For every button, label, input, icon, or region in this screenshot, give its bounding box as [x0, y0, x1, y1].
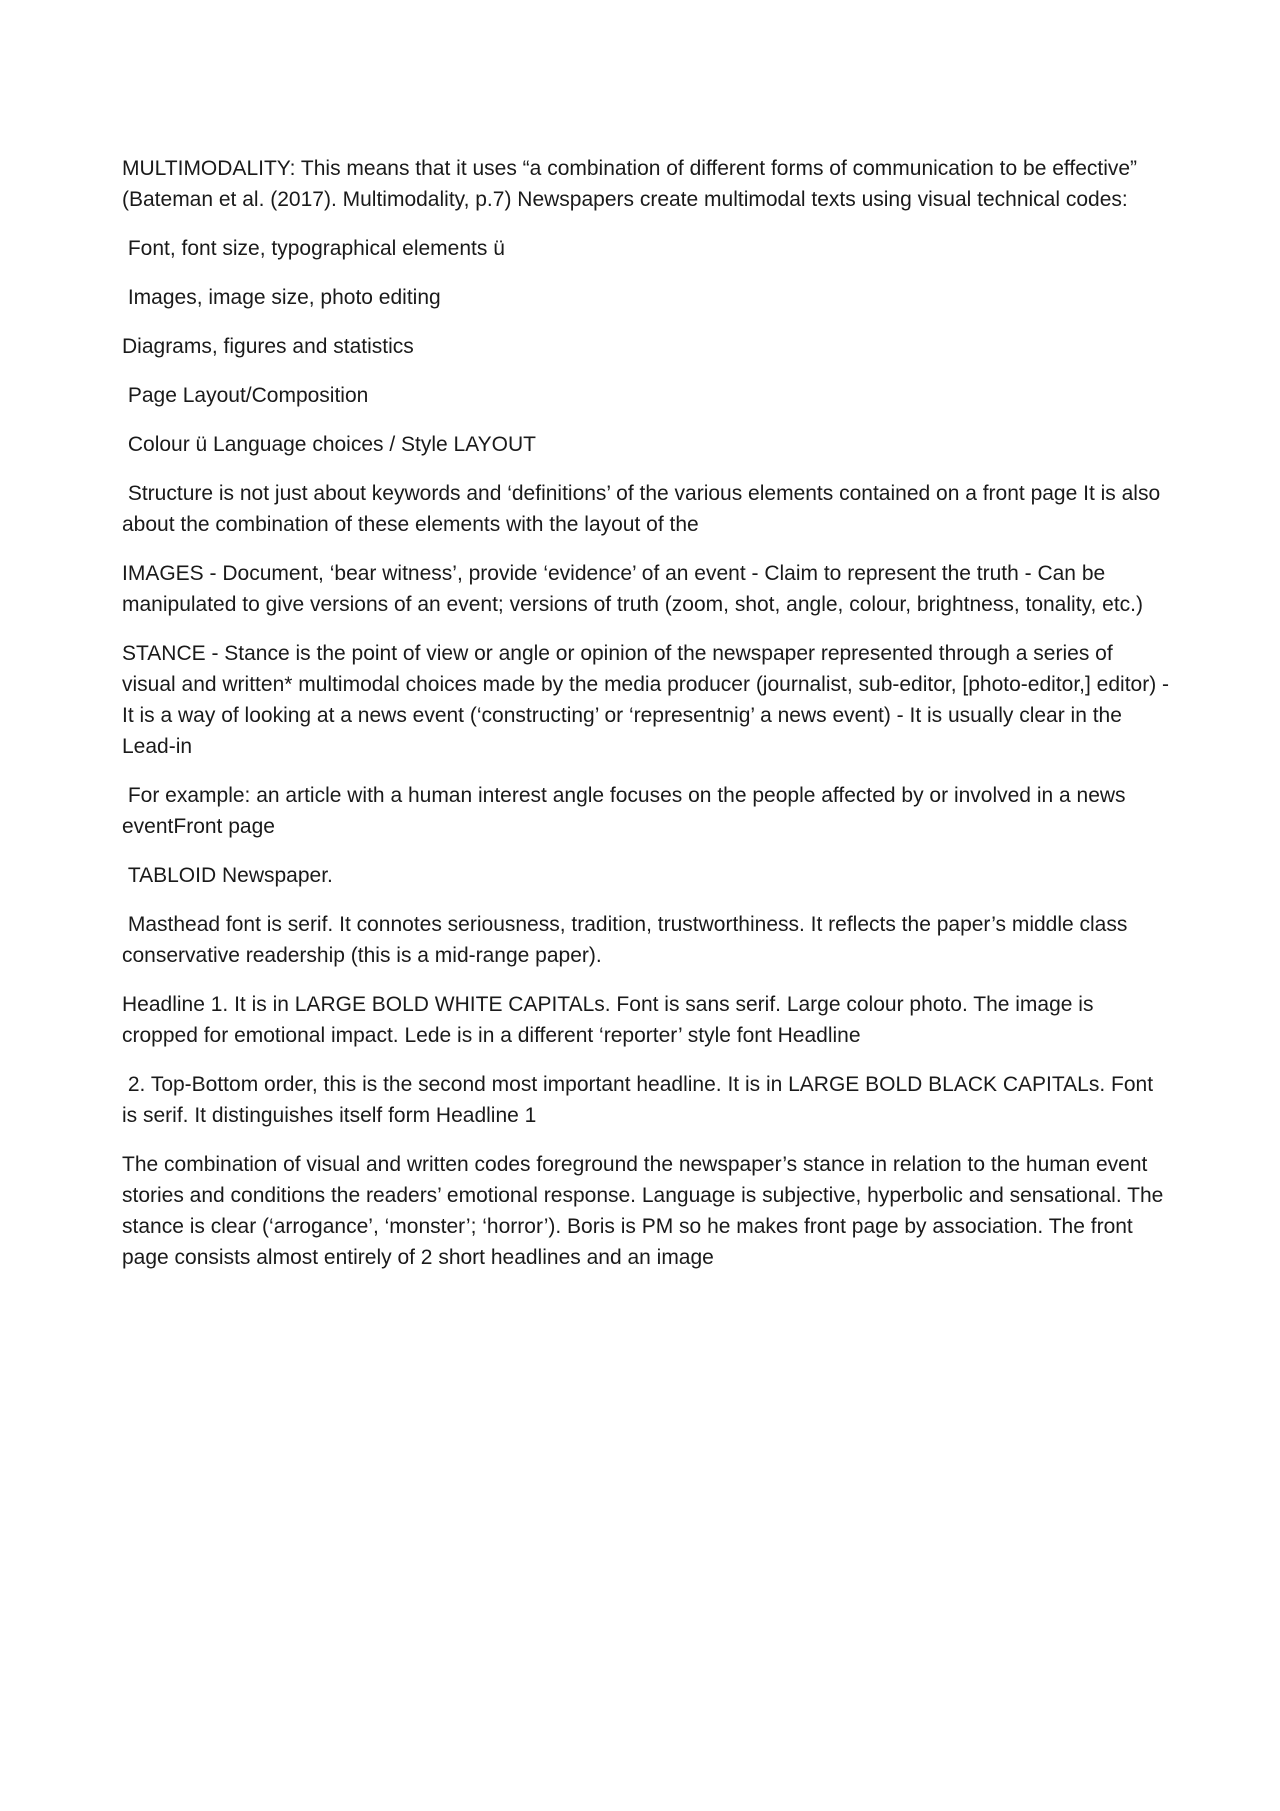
paragraph-images: IMAGES - Document, ‘bear witness’, provide ‘evidence’ of an event - Claim to represent the truth - Can be manipulated to give versions of an event; versions of truth (zoom, shot, angle, colour, brightness, tonality, etc.)	[122, 562, 1143, 616]
paragraph-combination: The combination of visual and written codes foreground the newspaper’s stance in relation to the human event stories and conditions the readers’ emotional response. Language is subjective, hyperbolic and sensational. The stance is clear (‘arrogance’, ‘monster’; ‘horror’). Boris is PM so he makes front page by association. The front page consists almost entirely of 2 short headlines and an image	[122, 1153, 1170, 1269]
paragraph-structure: Structure is not just about keywords and ‘definitions’ of the various elements contained on a front page It is also about the combination of these elements with the layout of the	[122, 482, 1166, 536]
paragraph-example: For example: an article with a human interest angle focuses on the people affected by or involved in a news eventFront page	[122, 784, 1132, 838]
paragraph-headline-2: 2. Top-Bottom order, this is the second most important headline. It is in LARGE BOLD BLACK CAPITALs. Font is serif. It distinguishes itself form Headline 1	[122, 1073, 1159, 1127]
paragraph-diagrams: Diagrams, figures and statistics	[122, 335, 414, 358]
paragraph-font-elements: Font, font size, typographical elements ü	[122, 237, 505, 260]
document-body	[122, 153, 1175, 1291]
paragraph-page-layout: Page Layout/Composition	[122, 384, 369, 407]
paragraph-stance: STANCE - Stance is the point of view or angle or opinion of the newspaper represented through a series of visual and written* multimodal choices made by the media producer (journalist, sub-editor, [photo-editor,] editor) - It is a way of looking at a news event (‘constructing’ or ‘representnig’ a news event) - It is usually clear in the Lead-in	[122, 642, 1175, 758]
paragraph-tabloid: TABLOID Newspaper.	[122, 864, 333, 887]
paragraph-multimodality-definition: MULTIMODALITY: This means that it uses “a combination of different forms of communication to be effective” (Bateman et al. (2017). Multimodality, p.7) Newspapers create multimodal texts using visual technical codes:	[122, 157, 1143, 211]
paragraph-images-editing: Images, image size, photo editing	[122, 286, 441, 309]
paragraph-headline-1: Headline 1. It is in LARGE BOLD WHITE CAPITALs. Font is sans serif. Large colour photo. The image is cropped for emotional impact. Lede is in a different ‘reporter’ style font Headline	[122, 993, 1100, 1047]
paragraph-colour-language: Colour ü Language choices / Style LAYOUT	[122, 433, 537, 456]
paragraph-masthead: Masthead font is serif. It connotes seriousness, tradition, trustworthiness. It reflects the paper’s middle class conservative readership (this is a mid-range paper).	[122, 913, 1134, 967]
